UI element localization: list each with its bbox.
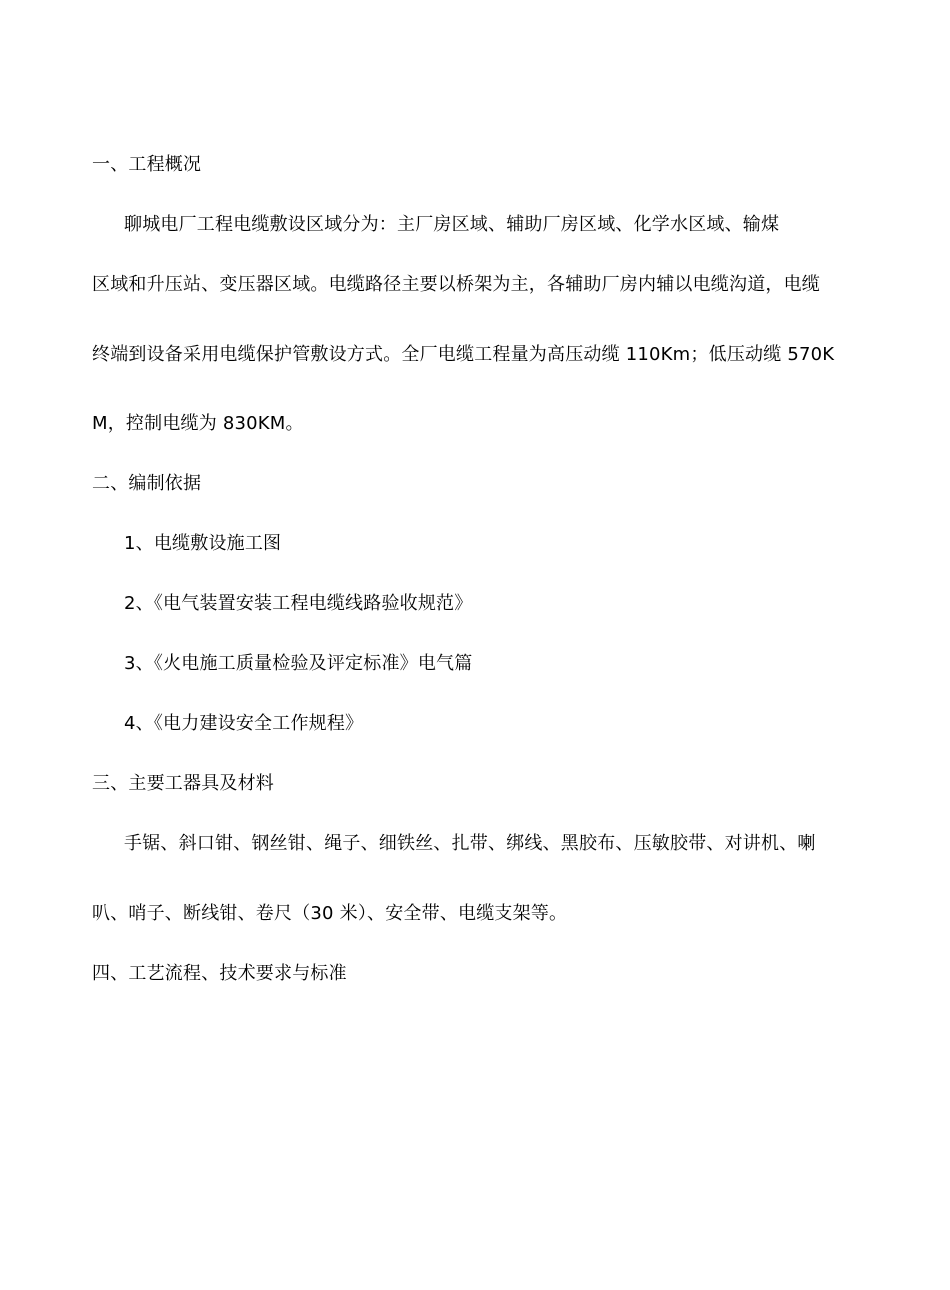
section-heading-process: 四、工艺流程、技术要求与标准 [92, 963, 347, 984]
overview-paragraph-line: M，控制电缆为 830KM。 [92, 413, 304, 434]
overview-paragraph-line: 聊城电厂工程电缆敷设区域分为：主厂房区域、辅助厂房区域、化学水区域、输煤 [124, 214, 780, 235]
basis-list-item: 1、电缆敷设施工图 [124, 533, 282, 554]
section-heading-tools: 三、主要工器具及材料 [92, 773, 274, 794]
tools-paragraph-line: 叭、哨子、断线钳、卷尺（30 米）、安全带、电缆支架等。 [92, 903, 568, 924]
basis-list-item: 4、《电力建设安全工作规程》 [124, 713, 364, 734]
section-heading-overview: 一、工程概况 [92, 154, 202, 175]
section-heading-basis: 二、编制依据 [92, 473, 202, 494]
overview-paragraph-line: 区域和升压站、变压器区域。电缆路径主要以桥架为主，各辅助厂房内辅以电缆沟道，电缆 [92, 274, 820, 295]
overview-paragraph-line: 终端到设备采用电缆保护管敷设方式。全厂电缆工程量为高压动缆 110Km；低压动缆 570K [92, 344, 835, 365]
basis-list-item: 2、《电气装置安装工程电缆线路验收规范》 [124, 593, 473, 614]
tools-paragraph-line: 手锯、斜口钳、钢丝钳、绳子、细铁丝、扎带、绑线、黑胶布、压敏胶带、对讲机、喇 [124, 833, 816, 854]
basis-list-item: 3、《火电施工质量检验及评定标准》电气篇 [124, 653, 473, 674]
